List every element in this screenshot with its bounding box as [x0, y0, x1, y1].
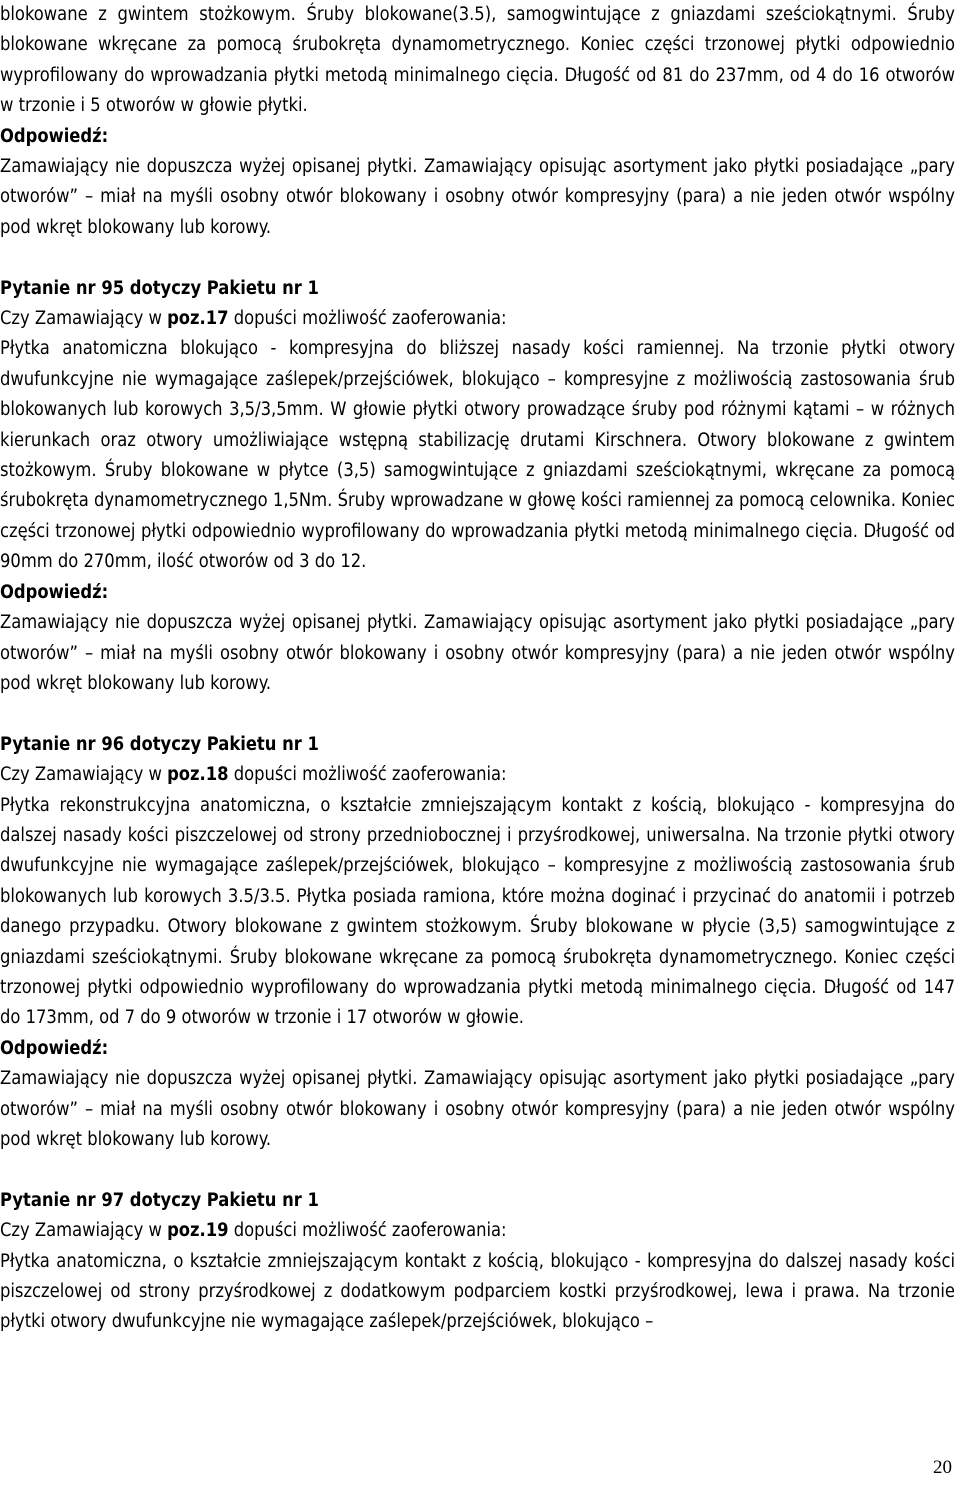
question-96-heading: Pytanie nr 96 dotyczy Pakietu nr 1: [0, 733, 319, 755]
question-96-prefix: Czy Zamawiający w: [0, 764, 168, 786]
question-95-line: [0, 304, 955, 334]
question-97-description: Płytka anatomiczna, o kształcie zmniejszającym kontakt z kością, blokująco - kompresyjna do dalszej nasady kości piszczelowej od strony przyśrodkowej z dodatkowym podparciem kostki przyśrodkowej, lewa i prawa. Na trzonie płytki otwory dwufunkcyjne nie wymagające zaślepek/przejściówek, blokująco –: [0, 1250, 955, 1333]
question-97-suffix: dopuści możliwość zaoferowania:: [228, 1220, 507, 1242]
question-96-description: Płytka rekonstrukcyjna anatomiczna, o kształcie zmniejszającym kontakt z kością, blokująco - kompresyjna do dalszej nasady kości piszczelowej od strony przedniobocznej i przyśrodkowej, uniwersalna. Na trzonie płytki otwory dwufunkcyjne nie wymagające zaślepek/przejściówek, blokująco – kompresyjne z możliwością zastosowania śrub blokowanych lub korowych 3.5/3.5. Płytka posiada ramiona, które można doginać i przycinać do anatomii i potrzeb danego przypadku. Otwory blokowane z gwintem stożkowym. Śruby blokowane w płycie (3,5) samogwintujące z gniazdami sześciokątnymi. Śruby blokowane wkręcane za pomocą śrubokręta dynamometrycznego. Koniec części trzonowej płytki odpowiednio wyprofilowany do wprowadzania płytki metodą minimalnego cięcia. Długość od 147 do 173mm, od 7 do 9 otworów w trzonie i 17 otworów w głowie.: [0, 794, 955, 1029]
question-97-heading: Pytanie nr 97 dotyczy Pakietu nr 1: [0, 1189, 319, 1211]
intro-answer-text: Zamawiający nie dopuszcza wyżej opisanej płytki. Zamawiający opisując asortyment jako płytki posiadające „pary otworów” – miał na myśli osobny otwór blokowany i osobny otwór kompresyjny (para) a nie jeden otwór wspólny pod wkręt blokowany lub korowy.: [0, 156, 955, 238]
spacer: [0, 243, 955, 273]
question-97-line: [0, 1216, 955, 1246]
question-96-answer-text: Zamawiający nie dopuszcza wyżej opisanej płytki. Zamawiający opisując asortyment jako płytki posiadające „pary otworów” – miał na myśli osobny otwór blokowany i osobny otwór kompresyjny (para) a nie jeden otwór wspólny pod wkręt blokowany lub korowy.: [0, 1068, 955, 1150]
question-96-line: [0, 760, 955, 790]
question-95-suffix: dopuści możliwość zaoferowania:: [228, 308, 507, 330]
question-95-position: poz.17: [167, 308, 229, 330]
question-97-prefix: Czy Zamawiający w: [0, 1220, 168, 1242]
question-95-heading: Pytanie nr 95 dotyczy Pakietu nr 1: [0, 277, 319, 299]
intro-answer-label: Odpowiedź:: [0, 125, 109, 147]
question-95-prefix: Czy Zamawiający w: [0, 308, 168, 330]
question-96-answer-label: Odpowiedź:: [0, 1037, 109, 1059]
spacer: [0, 1155, 955, 1185]
question-96-suffix: dopuści możliwość zaoferowania:: [228, 764, 507, 786]
intro-paragraph: blokowane z gwintem stożkowym. Śruby blokowane(3.5), samogwintujące z gniazdami sześciokątnymi. Śruby blokowane wkręcane za pomocą śrubokręta dynamometrycznego. Koniec części trzonowej płytki odpowiednio wyprofilowany do wprowadzania płytki metodą minimalnego cięcia. Długość od 81 do 237mm, od 4 do 16 otworów w trzonie i 5 otworów w głowie płytki.: [0, 4, 955, 117]
question-96-position: poz.18: [167, 764, 229, 786]
question-95-description: Płytka anatomiczna blokująco - kompresyjna do bliższej nasady kości ramiennej. Na trzonie płytki otwory dwufunkcyjne nie wymagające zaślepek/przejściówek, blokująco – kompresyjne z możliwością zastosowania śrub blokowanych lub korowych 3,5/3,5mm. W głowie płytki otwory prowadzące śruby pod różnymi kątami – w różnych kierunkach oraz otwory umożliwiające wstępną stabilizację drutami Kirschnera. Otwory blokowane z gwintem stożkowym. Śruby blokowane w płytce (3,5) samogwintujące z gniazdami sześciokątnymi, wkręcane za pomocą śrubokręta dynamometrycznego 1,5Nm. Śruby wprowadzane w głowę kości ramiennej za pomocą celownika. Koniec części trzonowej płytki odpowiednio wyprofilowany do wprowadzania płytki metodą minimalnego cięcia. Długość od 90mm do 270mm, ilość otworów od 3 do 12.: [0, 338, 955, 573]
question-95-answer-label: Odpowiedź:: [0, 581, 109, 603]
question-97-position: poz.19: [167, 1220, 229, 1242]
page-number: 20: [933, 1457, 952, 1478]
question-95-answer-text: Zamawiający nie dopuszcza wyżej opisanej płytki. Zamawiający opisując asortyment jako płytki posiadające „pary otworów” – miał na myśli osobny otwór blokowany i osobny otwór kompresyjny (para) a nie jeden otwór wspólny pod wkręt blokowany lub korowy.: [0, 612, 955, 694]
spacer: [0, 699, 955, 729]
